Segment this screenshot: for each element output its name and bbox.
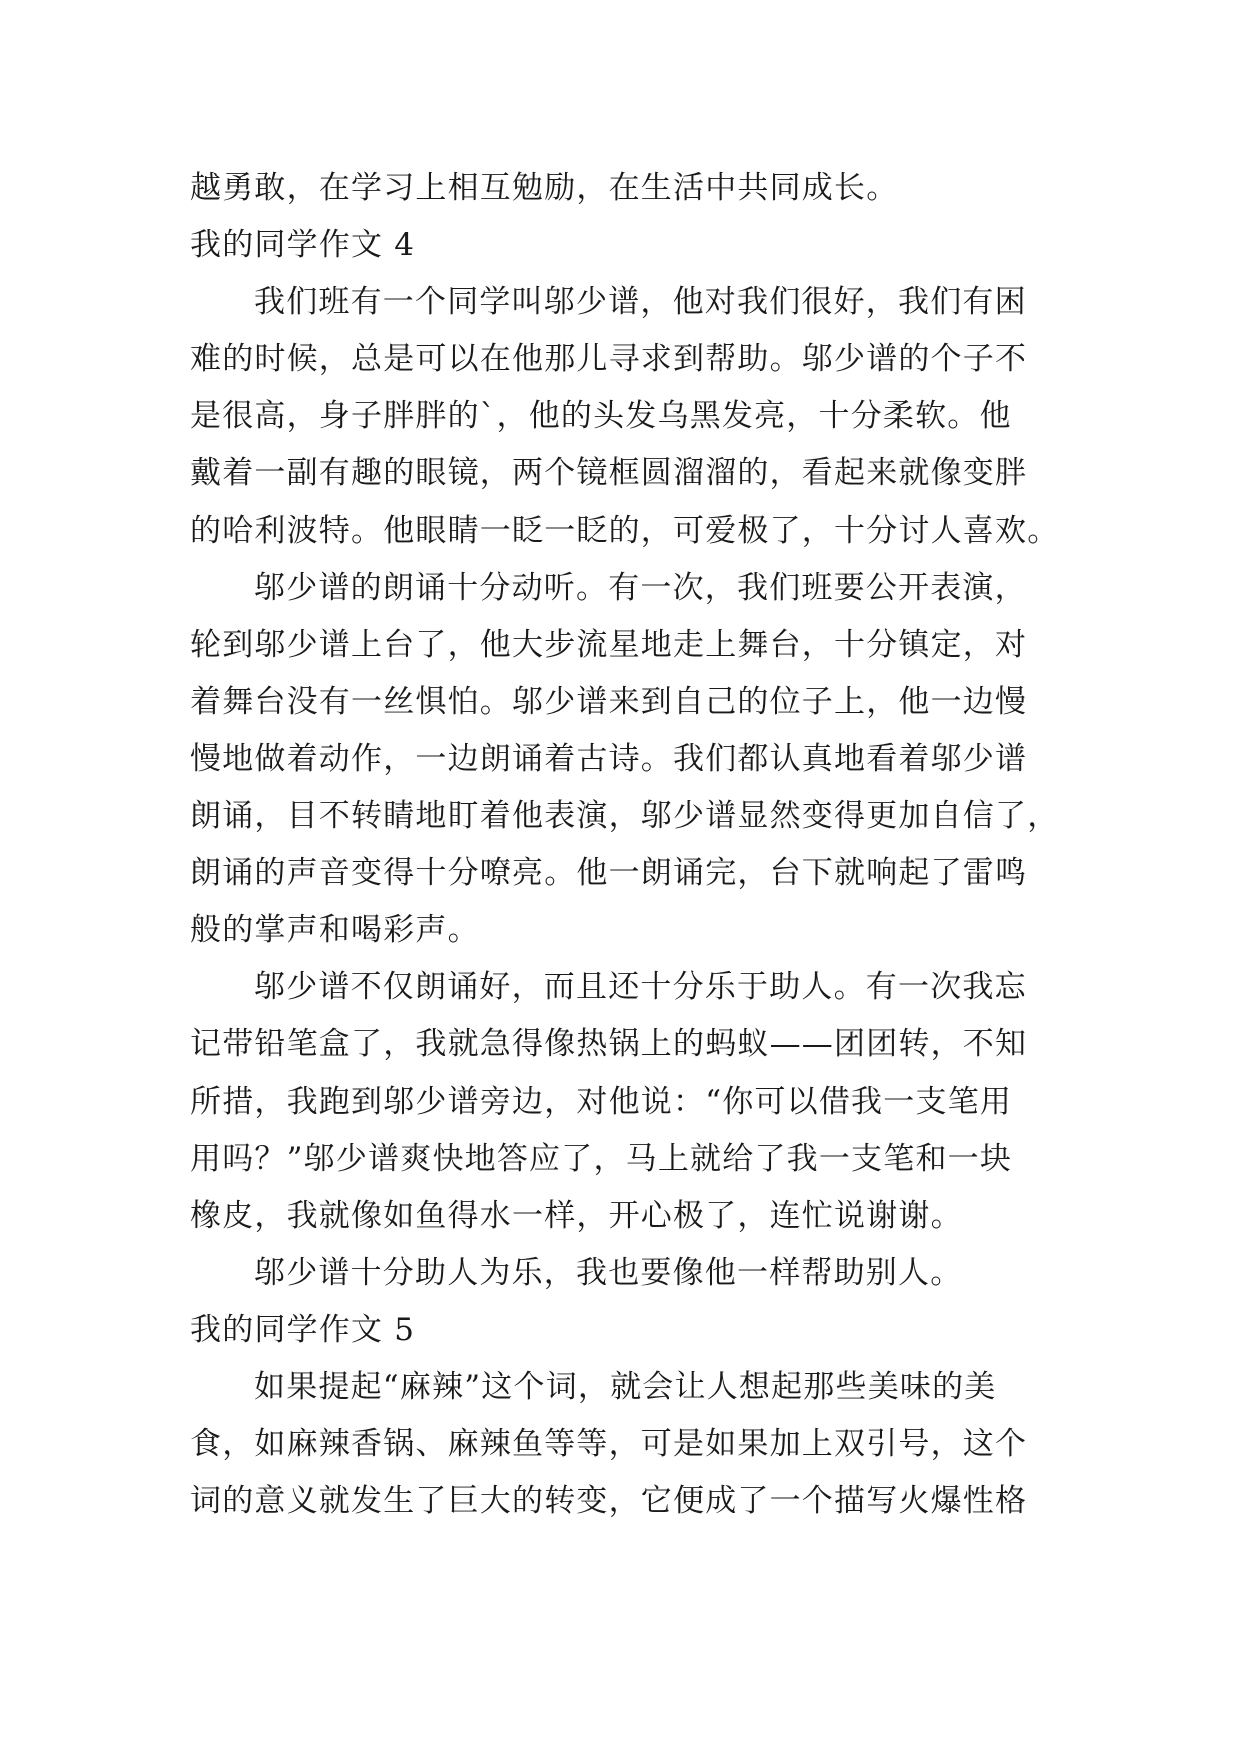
- section-heading-5: 我的同学作文 5: [190, 1311, 416, 1348]
- paragraph-line: 邬少谱的朗诵十分动听。有一次，我们班要公开表演，: [254, 569, 1027, 606]
- paragraph-line: 朗诵，目不转睛地盯着他表演，邬少谱显然变得更加自信了，: [190, 798, 1060, 835]
- paragraph-line: 的哈利波特。他眼睛一眨一眨的，可爱极了，十分讨人喜欢。: [190, 512, 1060, 549]
- paragraph-line: 邬少谱不仅朗诵好，而且还十分乐于助人。有一次我忘: [254, 969, 1027, 1006]
- paragraph-line: 慢地做着动作，一边朗诵着古诗。我们都认真地看着邬少谱: [190, 740, 1028, 777]
- paragraph-line: 难的时候，总是可以在他那儿寻求到帮助。邬少谱的个子不: [190, 341, 1028, 378]
- paragraph-line: 朗诵的声音变得十分嘹亮。他一朗诵完，台下就响起了雷鸣: [190, 855, 1028, 892]
- paragraph-line: 是很高，身子胖胖的`，他的头发乌黑发亮，十分柔软。他: [190, 398, 1012, 435]
- paragraph-line: 戴着一副有趣的眼镜，两个镜框圆溜溜的，看起来就像变胖: [190, 455, 1028, 492]
- paragraph-line: 着舞台没有一丝惧怕。邬少谱来到自己的位子上，他一边慢: [190, 683, 1028, 720]
- document-body: [190, 160, 1070, 1530]
- paragraph-line: 邬少谱十分助人为乐，我也要像他一样帮助别人。: [254, 1254, 963, 1291]
- paragraph-line: 记带铅笔盒了，我就急得像热锅上的蚂蚁——团团转，不知: [190, 1026, 1028, 1063]
- paragraph-line: 我们班有一个同学叫邬少谱，他对我们很好，我们有困: [254, 284, 1027, 321]
- paragraph-line: 如果提起“麻辣”这个词，就会让人想起那些美味的美: [254, 1368, 997, 1405]
- paragraph-line: 橡皮，我就像如鱼得水一样，开心极了，连忙说谢谢。: [190, 1197, 963, 1234]
- paragraph-line: 词的意义就发生了巨大的转变，它便成了一个描写火爆性格: [190, 1483, 1028, 1520]
- paragraph-line: 般的掌声和喝彩声。: [190, 912, 480, 949]
- paragraph-line: 轮到邬少谱上台了，他大步流星地走上舞台，十分镇定，对: [190, 626, 1028, 663]
- paragraph-line: 食，如麻辣香锅、麻辣鱼等等，可是如果加上双引号，这个: [190, 1426, 1028, 1463]
- paragraph-line: 用吗？”邬少谱爽快地答应了，马上就给了我一支笔和一块: [190, 1140, 1013, 1177]
- paragraph-line: 所措，我跑到邬少谱旁边，对他说：“你可以借我一支笔用: [190, 1083, 1013, 1120]
- paragraph-line: 越勇敢，在学习上相互勉励，在生活中共同成长。: [190, 170, 899, 206]
- section-heading-4: 我的同学作文 4: [190, 227, 416, 264]
